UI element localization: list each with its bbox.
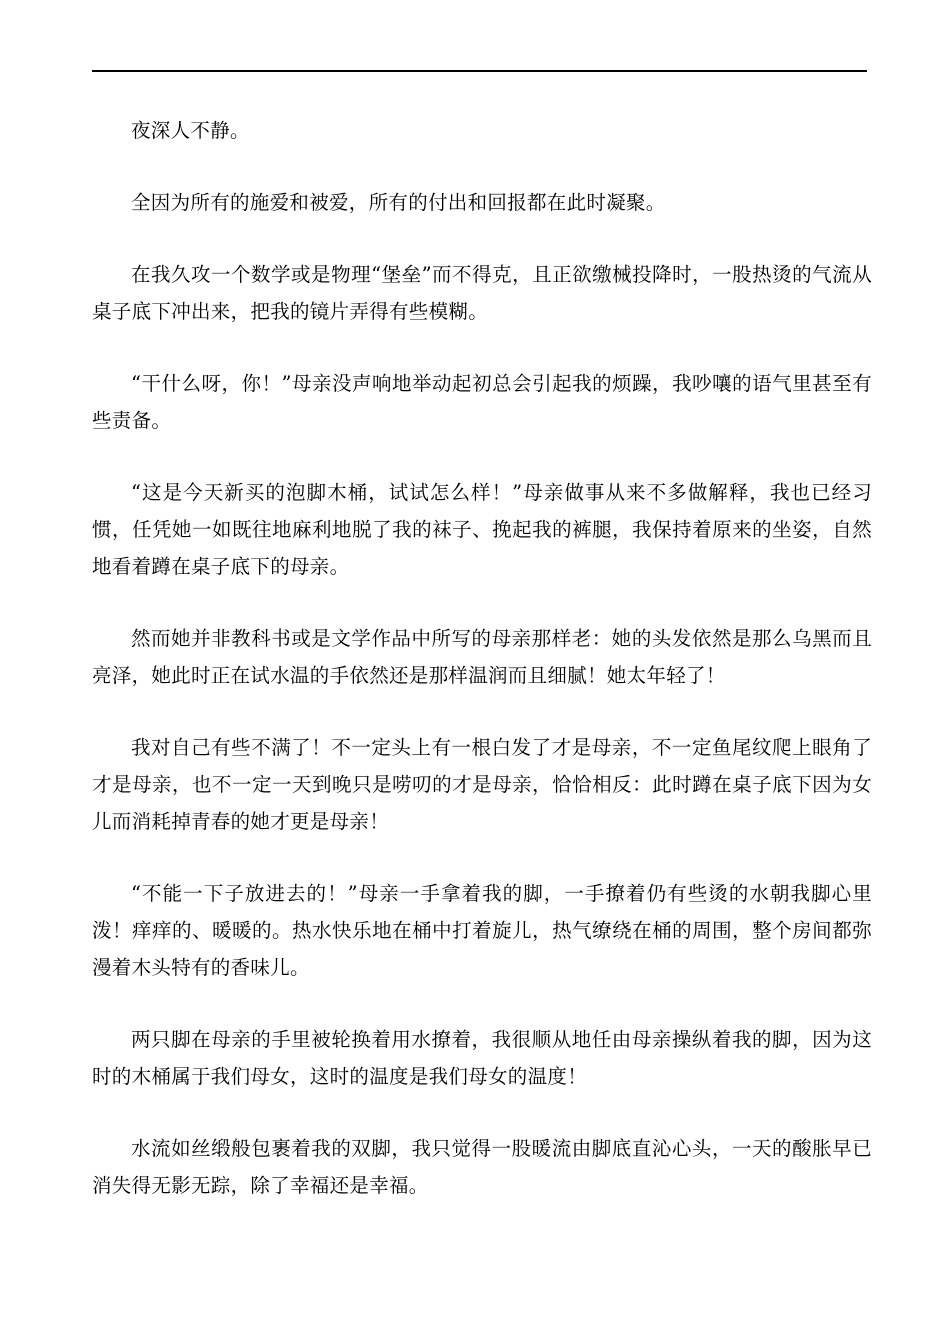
paragraph: “干什么呀，你！”母亲没声响地举动起初总会引起我的烦躁，我吵嚷的语气里甚至有些责备。 xyxy=(92,372,872,432)
paragraph: 全因为所有的施爱和被爱，所有的付出和回报都在此时凝聚。 xyxy=(131,191,666,214)
document-body xyxy=(92,112,872,1239)
paragraph: “不能一下子放进去的！”母亲一手拿着我的脚，一手撩着仍有些烫的水朝我脚心里泼！痒痒的、暖暖的。热水快乐地在桶中打着旋儿，热气缭绕在桶的周围，整个房间都弥漫着木头特有的香味儿。 xyxy=(92,882,872,979)
paragraph: 两只脚在母亲的手里被轮换着用水撩着，我很顺从地任由母亲操纵着我的脚，因为这时的木桶属于我们母女，这时的温度是我们母女的温度！ xyxy=(92,1028,872,1088)
paragraph: 水流如丝缎般包裹着我的双脚，我只觉得一股暖流由脚底直沁心头，一天的酸胀早已消失得无影无踪，除了幸福还是幸福。 xyxy=(92,1137,872,1197)
paragraph: 夜深人不静。 xyxy=(131,119,250,142)
paragraph: “这是今天新买的泡脚木桶，试试怎么样！”母亲做事从来不多做解释，我也已经习惯，任凭她一如既往地麻利地脱了我的袜子、挽起我的裤腿，我保持着原来的坐姿，自然地看着蹲在桌子底下的母亲。 xyxy=(92,481,872,578)
header-rule xyxy=(92,70,867,72)
paragraph: 在我久攻一个数学或是物理“堡垒”而不得克，且正欲缴械投降时，一股热烫的气流从桌子底下冲出来，把我的镜片弄得有些模糊。 xyxy=(92,263,872,323)
paragraph: 然而她并非教科书或是文学作品中所写的母亲那样老：她的头发依然是那么乌黑而且亮泽，她此时正在试水温的手依然还是那样温润而且细腻！她太年轻了！ xyxy=(92,627,872,687)
paragraph: 我对自己有些不满了！不一定头上有一根白发了才是母亲，不一定鱼尾纹爬上眼角了才是母亲，也不一定一天到晚只是唠叨的才是母亲，恰恰相反：此时蹲在桌子底下因为女儿而消耗掉青春的她才更是母亲！ xyxy=(92,736,872,833)
